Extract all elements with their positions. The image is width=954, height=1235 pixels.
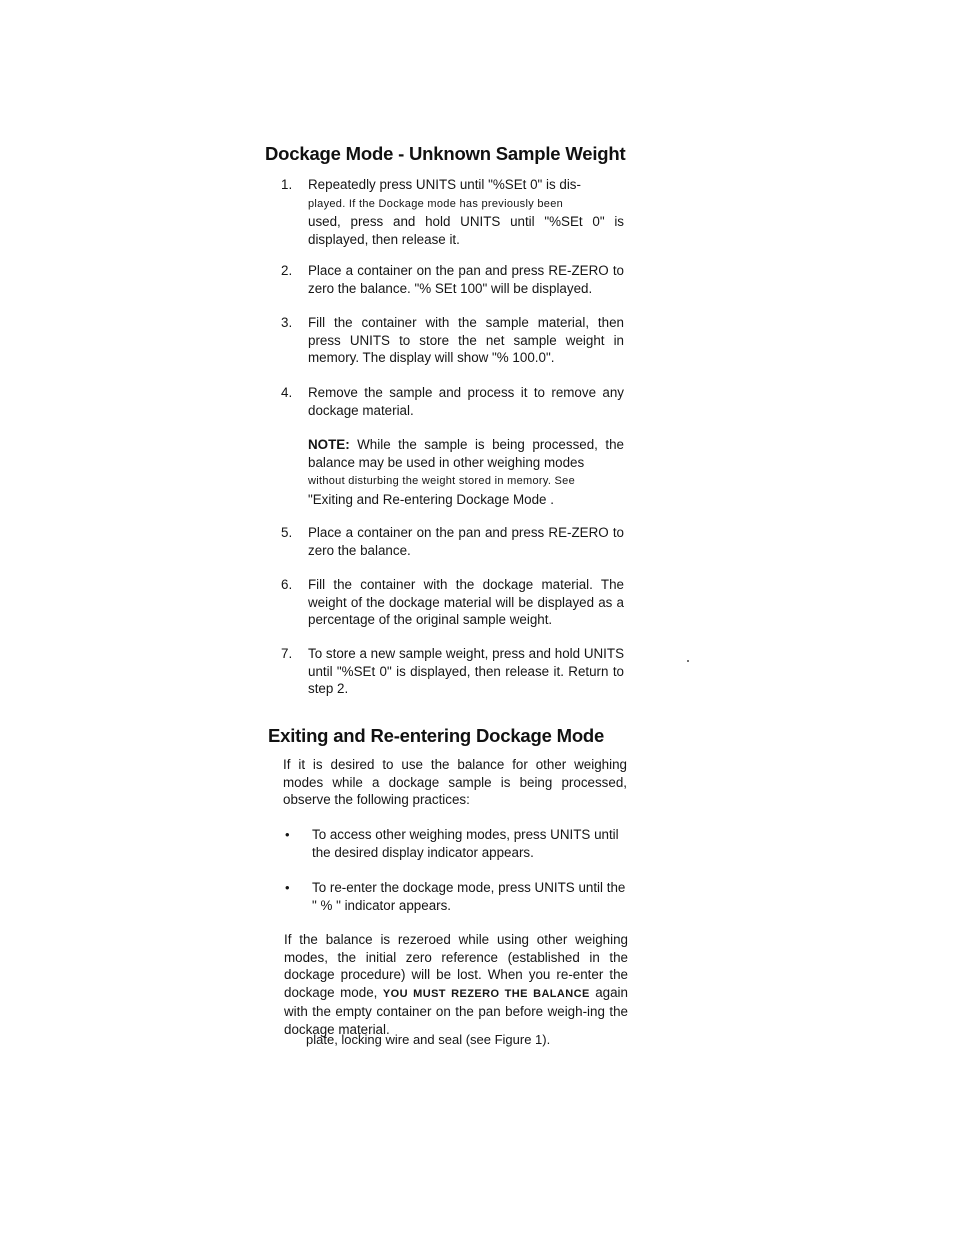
section-2-closing: [284, 931, 628, 1038]
bullet-symbol: •: [285, 827, 290, 842]
closing-emphasis: YOU MUST REZERO THE BALANCE: [382, 987, 590, 1000]
note-text-1: While the sample is being processed, the balance may be used in other weighing modes: [308, 437, 624, 470]
closing-text-1: If the balance is rezeroed while using other weighing modes, the initial zero reference (established in the dockage procedure) will be lost. When you re-enter the dockage mode,: [284, 932, 628, 1000]
step-number: 5.: [281, 525, 293, 540]
step-text: To store a new sample weight, press and hold UNITS until "%SEt 0" is displayed, then release it. Return to step 2.: [308, 646, 624, 696]
step-text: Fill the container with the dockage material. The weight of the dockage material will be displayed as a percentage of the original sample weight.: [308, 577, 624, 627]
section-title-exiting-reentering: Exiting and Re-entering Dockage Mode: [268, 725, 605, 746]
note-text-3: "Exiting and Re-entering Dockage Mode .: [308, 491, 554, 507]
bullet-symbol: •: [285, 880, 290, 895]
step-number: 2.: [281, 263, 293, 278]
step-number: 4.: [281, 385, 293, 400]
stray-fragment: plate, locking wire and seal (see Figure 1).: [306, 1032, 551, 1047]
note-block: [308, 436, 624, 508]
bullet-text: To re-enter the dockage mode, press UNITS until the " % " indicator appears.: [312, 880, 626, 913]
bullet-text: To access other weighing modes, press UNITS until the desired display indicator appears.: [312, 827, 619, 860]
stray-mark: [687, 660, 689, 662]
step-text: Place a container on the pan and press RE-ZERO to zero the balance. "% SEt 100" will be displayed.: [308, 263, 624, 296]
closing-text-2: again with the empty container on the pan before weigh-ing the dockage material.: [284, 984, 628, 1037]
note-label: NOTE:: [308, 437, 350, 452]
section-title-dockage-unknown: Dockage Mode - Unknown Sample Weight: [265, 143, 626, 164]
step-text: Fill the container with the sample material, then press UNITS to store the net sample weight in memory. The display will show "% 100.0".: [308, 315, 624, 365]
step-number: 6.: [281, 577, 293, 592]
step-number: 1.: [281, 177, 293, 192]
step-1-line-2: played. If the Dockage mode has previously been: [308, 197, 564, 210]
step-1-line-1: Repeatedly press UNITS until "%SEt 0" is dis-: [308, 177, 581, 192]
note-text-2: without disturbing the weight stored in memory. See: [308, 475, 575, 487]
step-text: Remove the sample and process it to remove any dockage material.: [308, 385, 624, 418]
step-number: 7.: [281, 646, 293, 661]
step-text: Place a container on the pan and press RE-ZERO to zero the balance.: [308, 525, 624, 558]
step-number: 3.: [281, 315, 293, 330]
section-2-intro: If it is desired to use the balance for other weighing modes while a dockage sample is being processed, observe the following practices:: [283, 757, 627, 807]
step-1-line-3: used, press and hold UNITS until "%SEt 0" is displayed, then release it.: [308, 214, 624, 247]
step-text: [308, 176, 624, 248]
